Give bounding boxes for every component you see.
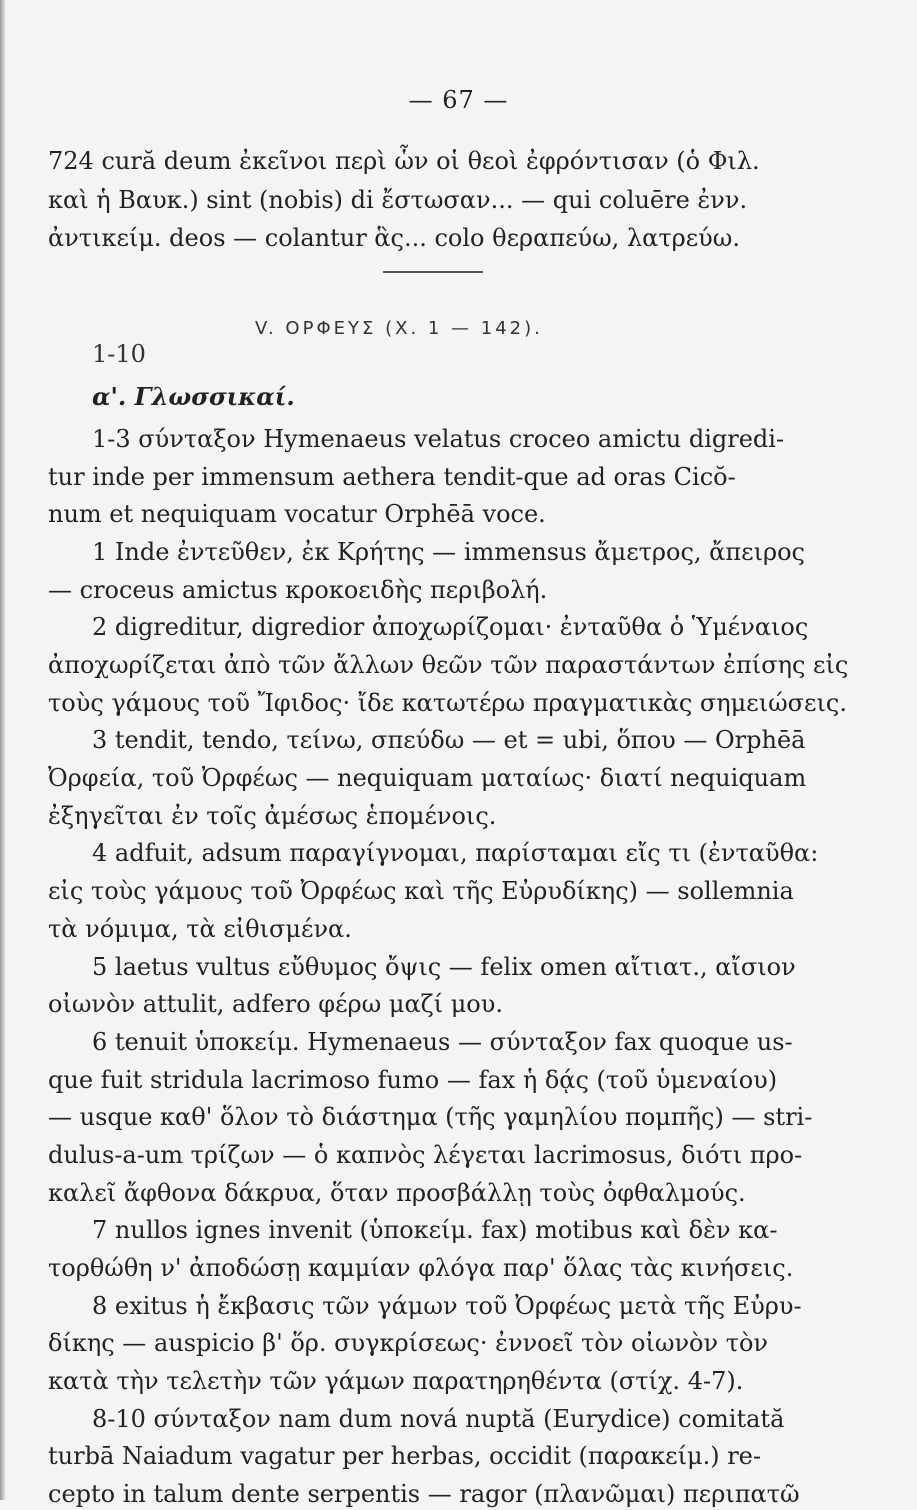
- page-edge-shadow: [0, 0, 6, 1500]
- body-line: ἐξηγεῖται ἐν τοῖς ἀμέσως ἑπομένοις.: [48, 801, 497, 830]
- body-line: num et nequiquam vocatur Orphēā voce.: [48, 500, 546, 529]
- margin-line-range: 1-10: [92, 340, 146, 368]
- body-line: 7 nullos ignes invenit (ὑποκείμ. fax) motibus καὶ δὲν κα-: [92, 1216, 778, 1245]
- body-line: — croceus amictus κροκοειδὴς περιβολή.: [48, 575, 548, 604]
- body-line: τορθώθη ν' ἀποδώσῃ καμμίαν φλόγα παρ' ὅλας τὰς κινήσεις.: [48, 1253, 794, 1282]
- body-line: cepto in talum dente serpentis — ragor (πλανῶμαι) περιπατῶ: [48, 1480, 800, 1508]
- body-line: 6 tenuit ὑποκείμ. Hymenaeus — σύνταξον fax quoque us-: [92, 1027, 793, 1056]
- subheading: α'. Γλωσσικαί.: [92, 382, 295, 411]
- body-line: Ὀρφεία, τοῦ Ὀρφέως — nequiquam ματαίως· διατί nequiquam: [48, 764, 807, 793]
- body-line: 5 laetus vultus εὔθυμος ὄψις — felix omen αἴτιατ., αἴσιον: [92, 952, 796, 981]
- body-line: 8-10 σύνταξον nam dum nová nuptă (Eurydice) comitată: [92, 1404, 785, 1433]
- body-line: κατὰ τὴν τελετὴν τῶν γάμων παρατηρηθέντα (στίχ. 4-7).: [48, 1366, 744, 1395]
- section-heading: V. ΟΡΦΕΥΣ (X. 1 — 142).: [255, 318, 543, 339]
- body-line: τοὺς γάμους τοῦ Ἴφιδος· ἴδε κατωτέρω πραγματικὰς σημειώσεις.: [48, 688, 847, 717]
- body-line: — usque καθ' ὅλον τὸ διάστημα (τῆς γαμηλίου πομπῆς) — stri-: [48, 1103, 813, 1132]
- body-line: dulus-a-um τρίζων — ὁ καπνὸς λέγεται lacrimosus, διότι προ-: [48, 1140, 803, 1169]
- body-line: que fuit stridula lacrimoso fumo — fax ἡ δᾴς (τοῦ ὑμεναίου): [48, 1065, 778, 1094]
- body-line: tur inde per immensum aethera tendit-que ad oras Cicŏ-: [48, 462, 736, 491]
- body-line: δίκης — auspicio β' ὅρ. συγκρίσεως· ἐννοεῖ τὸν οἰωνὸν τὸν: [48, 1329, 769, 1358]
- body-line: εἰς τοὺς γάμους τοῦ Ὀρφέως καὶ τῆς Εὐρυδίκης) — sollemnia: [48, 877, 794, 906]
- header-line-2: καὶ ἡ Βαυκ.) sint (nobis) di ἔστωσαν... — qui coluēre ἐνν.: [48, 186, 748, 214]
- body-line: 1 Inde ἐντεῦθεν, ἐκ Κρήτης — immensus ἄμετρος, ἄπειρος: [92, 538, 805, 567]
- body-line: ἀποχωρίζεται ἀπὸ τῶν ἄλλων θεῶν τῶν παραστάντων ἐπίσης εἰς: [48, 651, 849, 680]
- body-line: 4 adfuit, adsum παραγίγνομαι, παρίσταμαι εἴς τι (ἐνταῦθα:: [92, 839, 819, 868]
- body-line: 3 tendit, tendo, τείνω, σπεύδω — et = ubi, ὅπου — Orphēā: [92, 726, 806, 755]
- body-line: καλεῖ ἄφθονα δάκρυα, ὅταν προσβάλλῃ τοὺς ὀφθαλμούς.: [48, 1178, 746, 1207]
- header-line-1: 724 cură deum ἐκεῖνοι περὶ ὧν οἱ θεοὶ ἐφρόντισαν (ὁ Φιλ.: [48, 147, 760, 175]
- body-line: οἰωνὸν attulit, adfero φέρω μαζί μου.: [48, 990, 503, 1019]
- body-line: 1-3 σύνταξον Hymenaeus velatus croceo amictu digredi-: [92, 425, 785, 453]
- section-divider: [383, 271, 483, 273]
- header-line-3: ἀντικείμ. deos — colantur ἃς... colo θεραπεύω, λατρεύω.: [48, 224, 740, 252]
- body-line: 8 exitus ἡ ἔκβασις τῶν γάμων τοῦ Ὀρφέως μετὰ τῆς Εὐρυ-: [92, 1291, 802, 1320]
- page-number: — 67 —: [408, 86, 509, 114]
- body-line: 2 digreditur, digredior ἀποχωρίζομαι· ἐνταῦθα ὁ Ὑμέναιος: [92, 613, 809, 642]
- body-line: τὰ νόμιμα, τὰ εἰθισμένα.: [48, 914, 352, 943]
- body-line: turbā Naiadum vagatur per herbas, occidit (παρακείμ.) re-: [48, 1442, 761, 1471]
